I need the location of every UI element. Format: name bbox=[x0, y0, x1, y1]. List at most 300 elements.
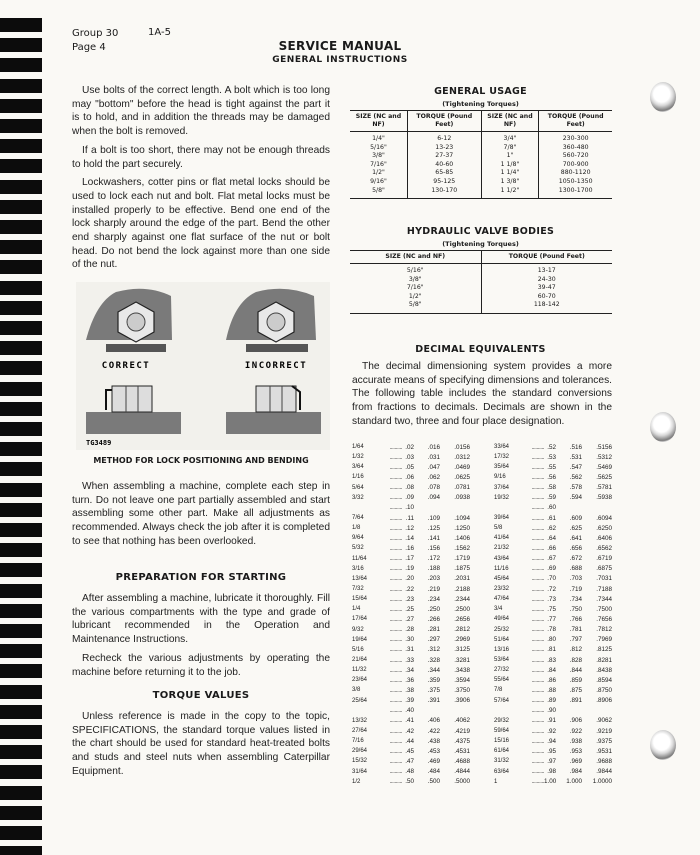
column-header: TORQUE (Pound Feet) bbox=[407, 111, 481, 132]
four-place: .8281 bbox=[596, 656, 612, 664]
figure-caption: METHOD FOR LOCK POSITIONING AND BENDING bbox=[93, 456, 309, 465]
decimal-row bbox=[494, 493, 612, 503]
paragraph: The decimal dimensioning system provides a more accurate means of specifying dimensions and tolerances. The following table includes the standard conversions from fractions to decimals. Decimals are shown in the standard two, three and four place designation. bbox=[352, 361, 612, 427]
four-place: .9219 bbox=[596, 727, 612, 735]
fraction: 11/32 bbox=[352, 667, 367, 674]
three-place: .156 bbox=[427, 544, 440, 552]
leader-dots: .......... bbox=[389, 615, 402, 623]
column-header: TORQUE (Pound Feet) bbox=[539, 111, 612, 132]
fraction: 31/32 bbox=[494, 758, 510, 765]
two-place: .59 bbox=[547, 494, 556, 502]
fraction: 9/32 bbox=[352, 626, 364, 633]
binding-coil bbox=[0, 543, 42, 557]
four-place: .5938 bbox=[596, 494, 612, 502]
fraction: 27/32 bbox=[494, 667, 510, 674]
fraction: 27/64 bbox=[352, 728, 368, 734]
page-title: SERVICE MANUAL bbox=[278, 39, 402, 53]
three-place: .984 bbox=[569, 768, 582, 776]
leader-dots: .......... bbox=[389, 555, 402, 563]
paragraph: When assembling a machine, complete each step in turn. Do not leave one part partially assembled and start assembling some other part. Make all adjustments as recommended. Always check the job after it is completed to see that nothing has been overlooked. bbox=[72, 481, 330, 547]
table-row bbox=[350, 178, 612, 187]
two-place: .60 bbox=[547, 504, 556, 512]
leader-dots: .......... bbox=[389, 768, 402, 776]
four-place: .3281 bbox=[454, 656, 470, 664]
leader-dots: .......... bbox=[389, 494, 402, 502]
decimal-row bbox=[494, 645, 612, 655]
decimal-row bbox=[352, 746, 470, 756]
paragraph: If a bolt is too short, there may not be enough threads to hold the part securely. bbox=[72, 144, 330, 170]
two-place: .30 bbox=[405, 636, 414, 644]
two-place: .88 bbox=[547, 686, 556, 694]
three-place: .484 bbox=[427, 768, 440, 776]
two-place: .45 bbox=[405, 747, 414, 755]
two-place: .42 bbox=[405, 727, 414, 735]
three-place: .016 bbox=[427, 443, 440, 451]
table-row bbox=[350, 293, 612, 302]
binding-coil bbox=[0, 99, 42, 113]
decimal-row bbox=[352, 635, 470, 645]
two-place: .83 bbox=[547, 656, 556, 664]
fraction: 7/8 bbox=[494, 687, 503, 694]
decimal-row bbox=[352, 584, 470, 594]
fraction: 3/32 bbox=[352, 494, 364, 501]
fraction: 37/64 bbox=[494, 484, 510, 491]
correct-side-view bbox=[86, 386, 181, 434]
binding-coil bbox=[0, 38, 42, 52]
section-code: 1A-5 bbox=[148, 27, 171, 38]
four-place: .7031 bbox=[596, 575, 612, 583]
two-place: .34 bbox=[405, 666, 414, 674]
intro-text bbox=[72, 84, 330, 277]
decimal-row bbox=[494, 543, 612, 553]
leader-dots: .......... bbox=[389, 737, 402, 745]
binding-coil bbox=[0, 139, 42, 153]
hydraulic-subtitle: (Tightening Torques) bbox=[442, 240, 519, 248]
two-place: .05 bbox=[405, 463, 414, 471]
leader-dots: .......... bbox=[531, 595, 544, 603]
decimal-row bbox=[352, 452, 470, 462]
table-cell: 39-47 bbox=[537, 284, 556, 292]
table-cell: 40-60 bbox=[407, 161, 481, 170]
decimal-row bbox=[352, 777, 470, 787]
leader-dots: .......... bbox=[531, 544, 544, 552]
leader-dots: .......... bbox=[389, 747, 402, 755]
leader-dots: .......... bbox=[531, 686, 544, 694]
general-usage-table bbox=[350, 110, 612, 199]
decimal-text bbox=[352, 360, 612, 434]
four-place: .4844 bbox=[454, 768, 470, 776]
binding-coil bbox=[0, 260, 42, 274]
decimal-row bbox=[494, 604, 612, 614]
three-place: .578 bbox=[569, 484, 582, 492]
two-place: .14 bbox=[405, 534, 414, 542]
paragraph: Recheck the various adjustments by operating the machine before returning it to the job. bbox=[72, 652, 330, 678]
four-place: .5625 bbox=[596, 473, 612, 481]
table-cell: 5/16" bbox=[350, 264, 481, 276]
table-row bbox=[350, 264, 612, 276]
binding-coil bbox=[0, 685, 42, 699]
four-place: .9844 bbox=[596, 768, 612, 776]
three-place: .547 bbox=[569, 463, 582, 471]
assembly-text bbox=[72, 480, 330, 554]
leader-dots: .......... bbox=[531, 555, 544, 563]
group-label: Group 30 bbox=[72, 28, 119, 39]
table-cell: 1" bbox=[481, 152, 539, 161]
table-cell: 7/16" bbox=[350, 284, 481, 293]
binding-coil bbox=[0, 563, 42, 577]
two-place: .73 bbox=[547, 595, 556, 603]
page-header-group bbox=[72, 27, 118, 55]
decimal-row bbox=[352, 543, 470, 553]
table-row bbox=[350, 132, 612, 144]
leader-dots: .......... bbox=[531, 605, 544, 613]
correct-top-view bbox=[86, 289, 172, 352]
binding-coil bbox=[0, 321, 42, 335]
decimal-row bbox=[352, 554, 470, 564]
leader-dots: .......... bbox=[389, 453, 402, 461]
leader-dots: .......... bbox=[531, 585, 544, 593]
binding-coil bbox=[0, 705, 42, 719]
fraction: 29/32 bbox=[494, 717, 510, 724]
decimal-row bbox=[494, 483, 612, 493]
binding-coil bbox=[0, 58, 42, 72]
three-place: .344 bbox=[427, 666, 440, 674]
table-cell: 1 1/4" bbox=[481, 169, 539, 178]
three-place: .438 bbox=[427, 737, 440, 745]
leader-dots: .......... bbox=[389, 473, 402, 481]
four-place: .2188 bbox=[454, 585, 470, 593]
two-place: .25 bbox=[405, 605, 414, 613]
four-place: .6094 bbox=[596, 514, 612, 522]
leader-dots: .......... bbox=[389, 676, 402, 684]
leader-dots: .......... bbox=[389, 524, 402, 532]
two-place: .48 bbox=[405, 768, 414, 776]
three-place: .047 bbox=[427, 463, 440, 471]
fraction: 1 bbox=[494, 778, 498, 785]
four-place: .5781 bbox=[596, 484, 612, 492]
two-place: .78 bbox=[547, 626, 556, 634]
four-place: .3750 bbox=[454, 686, 470, 694]
table-cell: 27-37 bbox=[407, 152, 481, 161]
leader-dots: .......... bbox=[531, 656, 544, 664]
three-place: .719 bbox=[569, 585, 582, 593]
table-cell: 1300-1700 bbox=[539, 187, 612, 199]
four-place: .3438 bbox=[454, 666, 470, 674]
binding-coil bbox=[0, 240, 42, 254]
decimal-row bbox=[352, 523, 470, 533]
binding-coil bbox=[0, 765, 42, 779]
two-place: .95 bbox=[547, 747, 556, 755]
decimal-row bbox=[352, 472, 470, 482]
fraction: 7/64 bbox=[352, 515, 364, 522]
binding-coil bbox=[0, 361, 42, 375]
three-place: .031 bbox=[427, 453, 440, 461]
leader-dots: .......... bbox=[531, 524, 544, 532]
binding-coil bbox=[0, 604, 42, 618]
incorrect-side-view bbox=[226, 386, 321, 434]
decimal-row bbox=[494, 503, 612, 513]
binding-coil bbox=[0, 462, 42, 476]
decimal-row bbox=[494, 746, 612, 756]
decimal-table-right bbox=[494, 442, 612, 787]
lock-diagram bbox=[76, 282, 330, 450]
fraction: 5/64 bbox=[352, 484, 364, 491]
leader-dots: .......... bbox=[389, 707, 402, 715]
two-place: .03 bbox=[405, 453, 414, 461]
decimal-row bbox=[494, 756, 612, 766]
table-cell: 7/16" bbox=[350, 161, 407, 170]
leader-dots: .......... bbox=[389, 717, 402, 725]
three-place: .688 bbox=[569, 565, 582, 573]
three-place: .094 bbox=[427, 494, 440, 502]
three-place: .844 bbox=[569, 666, 582, 674]
torque-text bbox=[72, 710, 330, 784]
fraction: 57/64 bbox=[494, 697, 510, 704]
decimal-title: DECIMAL EQUIVALENTS bbox=[415, 344, 546, 355]
leader-dots: .......... bbox=[531, 534, 544, 542]
decimal-row bbox=[494, 554, 612, 564]
hydraulic-table bbox=[350, 250, 612, 314]
three-place: .938 bbox=[569, 737, 582, 745]
two-place: .58 bbox=[547, 484, 556, 492]
page-subtitle: GENERAL INSTRUCTIONS bbox=[272, 55, 408, 65]
two-place: .56 bbox=[547, 473, 556, 481]
fraction: 19/64 bbox=[352, 636, 368, 643]
leader-dots: .......... bbox=[389, 636, 402, 644]
fraction: 5/8 bbox=[494, 525, 503, 532]
four-place: .3594 bbox=[454, 676, 470, 684]
three-place: 1.000 bbox=[566, 778, 582, 786]
leader-dots: .......... bbox=[531, 676, 544, 684]
fraction: 21/64 bbox=[352, 657, 368, 664]
table-cell: 13-17 bbox=[537, 267, 556, 274]
table-header-row bbox=[350, 111, 612, 132]
fraction: 41/64 bbox=[494, 535, 510, 542]
three-place: .391 bbox=[427, 697, 440, 705]
two-place: .08 bbox=[405, 484, 414, 492]
leader-dots: .......... bbox=[389, 565, 402, 573]
table-cell: 1050-1350 bbox=[558, 177, 593, 185]
prep-heading: PREPARATION FOR STARTING bbox=[115, 572, 287, 583]
two-place: .62 bbox=[547, 524, 556, 532]
four-place: .1406 bbox=[454, 534, 470, 542]
leader-dots: .......... bbox=[389, 626, 402, 634]
binding-coil bbox=[0, 341, 42, 355]
two-place: .80 bbox=[547, 636, 556, 644]
four-place: .8594 bbox=[596, 676, 612, 684]
four-place: .4219 bbox=[454, 727, 470, 735]
two-place: .39 bbox=[405, 697, 414, 705]
four-place: .6250 bbox=[596, 524, 612, 532]
three-place: .656 bbox=[569, 544, 582, 552]
leader-dots: .......... bbox=[389, 778, 402, 786]
leader-dots: .......... bbox=[531, 757, 544, 765]
four-place: .2031 bbox=[454, 575, 470, 583]
decimal-row bbox=[494, 767, 612, 777]
two-place: .52 bbox=[547, 443, 556, 451]
four-place: .1562 bbox=[454, 544, 470, 552]
leader-dots: .......... bbox=[389, 666, 402, 674]
binding-coil bbox=[0, 644, 42, 658]
leader-dots: .......... bbox=[531, 443, 544, 451]
four-place: .4531 bbox=[454, 747, 470, 755]
leader-dots: .......... bbox=[531, 737, 544, 745]
leader-dots: .......... bbox=[389, 686, 402, 694]
table-cell: 5/8" bbox=[350, 301, 481, 313]
binding-coil bbox=[0, 503, 42, 517]
two-place: 1.00 bbox=[544, 778, 557, 786]
leader-dots: .......... bbox=[531, 646, 544, 654]
two-place: .09 bbox=[405, 494, 414, 502]
fraction: 3/4 bbox=[494, 606, 503, 613]
spiral-binding bbox=[0, 0, 60, 855]
two-place: .33 bbox=[405, 656, 414, 664]
decimal-row bbox=[494, 777, 612, 787]
decimal-row bbox=[494, 523, 612, 533]
decimal-row bbox=[352, 604, 470, 614]
four-place: .0469 bbox=[454, 463, 470, 471]
three-place: .078 bbox=[427, 484, 440, 492]
three-place: .672 bbox=[569, 555, 582, 563]
four-place: .9688 bbox=[596, 757, 612, 765]
four-place: .5469 bbox=[596, 463, 612, 471]
column-header: SIZE (NC and NF) bbox=[350, 111, 407, 132]
table-cell: 3/4" bbox=[481, 132, 539, 144]
binding-coil bbox=[0, 584, 42, 598]
four-place: .3906 bbox=[454, 697, 470, 705]
fraction: 11/64 bbox=[352, 555, 367, 562]
leader-dots: .......... bbox=[389, 605, 402, 613]
three-place: .500 bbox=[427, 778, 440, 786]
three-place: .359 bbox=[427, 676, 440, 684]
fraction: 3/16 bbox=[352, 565, 364, 572]
binding-coil bbox=[0, 745, 42, 759]
decimal-row bbox=[494, 736, 612, 746]
fraction: 1/4 bbox=[352, 606, 361, 613]
fraction: 21/32 bbox=[494, 545, 510, 552]
prep-text bbox=[72, 592, 330, 684]
four-place: .1719 bbox=[454, 555, 470, 563]
label-incorrect: INCORRECT bbox=[244, 361, 308, 371]
two-place: .72 bbox=[547, 585, 556, 593]
binding-coil bbox=[0, 159, 42, 173]
leader-dots: .......... bbox=[389, 757, 402, 765]
fraction: 1/16 bbox=[352, 474, 364, 481]
leader-dots: .......... bbox=[389, 595, 402, 603]
three-place: .266 bbox=[427, 615, 440, 623]
two-place: .19 bbox=[405, 565, 414, 573]
leader-dots: .......... bbox=[531, 717, 544, 725]
leader-dots: .......... bbox=[531, 778, 544, 786]
fraction: 23/64 bbox=[352, 677, 368, 684]
decimal-row bbox=[352, 756, 470, 766]
decimal-row bbox=[352, 442, 470, 452]
two-place: .16 bbox=[405, 544, 414, 552]
decimal-row bbox=[494, 442, 612, 452]
two-place: .97 bbox=[547, 757, 556, 765]
fraction: 3/8 bbox=[352, 687, 361, 694]
four-place: .7969 bbox=[596, 636, 612, 644]
three-place: .062 bbox=[427, 473, 440, 481]
two-place: .70 bbox=[547, 575, 556, 583]
binding-coil bbox=[0, 18, 42, 32]
fraction: 25/64 bbox=[352, 697, 368, 704]
two-place: .02 bbox=[405, 443, 414, 451]
three-place: .406 bbox=[427, 717, 440, 725]
three-place: .906 bbox=[569, 717, 582, 725]
binding-coil bbox=[0, 382, 42, 396]
binding-coil bbox=[0, 79, 42, 93]
table-cell: 1 3/8" bbox=[481, 178, 539, 187]
three-place: .922 bbox=[569, 727, 582, 735]
two-place: .12 bbox=[405, 524, 414, 532]
fraction: 5/16 bbox=[352, 646, 364, 653]
fraction: 15/32 bbox=[352, 758, 368, 765]
table-row bbox=[350, 169, 612, 178]
two-place: .64 bbox=[547, 534, 556, 542]
punch-hole bbox=[650, 730, 676, 760]
fraction: 39/64 bbox=[494, 515, 510, 522]
table-cell: 1/2" bbox=[350, 293, 481, 302]
table-cell: 118-142 bbox=[481, 301, 612, 313]
three-place: .953 bbox=[569, 747, 582, 755]
table-cell: 65-85 bbox=[407, 169, 481, 178]
four-place: .2500 bbox=[454, 605, 470, 613]
fraction: 63/64 bbox=[494, 768, 510, 775]
leader-dots: .......... bbox=[389, 443, 402, 451]
decimal-row bbox=[494, 655, 612, 665]
table-row bbox=[350, 152, 612, 161]
fraction: 51/64 bbox=[494, 636, 510, 643]
decimal-row bbox=[352, 665, 470, 675]
decimal-row bbox=[494, 685, 612, 695]
leader-dots: .......... bbox=[389, 514, 402, 522]
fraction: 31/64 bbox=[352, 768, 368, 775]
three-place: .969 bbox=[569, 757, 582, 765]
four-place: .1094 bbox=[454, 514, 470, 522]
page-number: Page 4 bbox=[72, 42, 106, 53]
fraction: 9/64 bbox=[352, 535, 364, 542]
three-place: .766 bbox=[569, 615, 582, 623]
four-place: .0625 bbox=[454, 473, 470, 481]
four-place: .6719 bbox=[596, 555, 612, 563]
leader-dots: .......... bbox=[531, 565, 544, 573]
three-place: .172 bbox=[427, 555, 440, 563]
decimal-row bbox=[494, 665, 612, 675]
four-place: .7344 bbox=[596, 595, 612, 603]
decimal-row bbox=[352, 716, 470, 726]
fraction: 17/64 bbox=[352, 616, 368, 623]
table-cell: 5/16" bbox=[350, 144, 407, 153]
table-cell: 24-30 bbox=[537, 275, 556, 283]
four-place: .7188 bbox=[596, 585, 612, 593]
decimal-row bbox=[352, 462, 470, 472]
two-place: .22 bbox=[405, 585, 414, 593]
binding-coil bbox=[0, 725, 42, 739]
fraction: 61/64 bbox=[494, 748, 510, 755]
decimal-row bbox=[494, 462, 612, 472]
fraction: 15/64 bbox=[352, 596, 368, 603]
three-place: .188 bbox=[427, 565, 440, 573]
two-place: .41 bbox=[405, 717, 414, 725]
table-cell: 1/4" bbox=[350, 132, 407, 144]
column-header: SIZE (NC and NF) bbox=[481, 111, 539, 132]
punch-hole bbox=[650, 412, 676, 442]
four-place: .6562 bbox=[596, 544, 612, 552]
four-place: .7812 bbox=[596, 626, 612, 634]
three-place: .469 bbox=[427, 757, 440, 765]
column-header: SIZE (NC and NF) bbox=[350, 251, 481, 264]
